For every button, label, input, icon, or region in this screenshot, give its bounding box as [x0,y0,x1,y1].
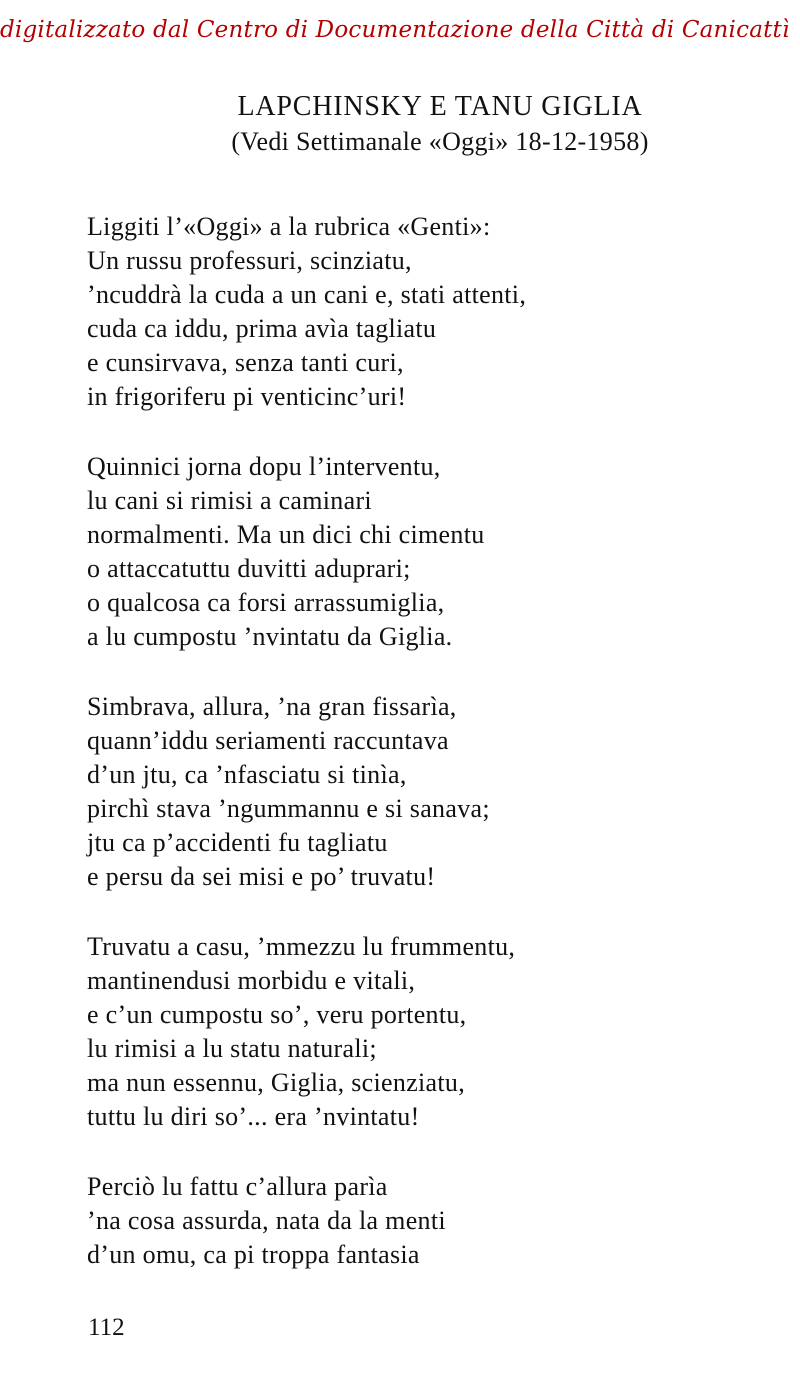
poem-line: tuttu lu diri so’... era ’nvintatu! [87,1102,420,1131]
poem-line: ’na cosa assurda, nata da la menti [87,1206,446,1235]
stanza [87,1170,767,1272]
poem-line: ’ncuddrà la cuda a un cani e, stati attenti, [87,280,527,309]
poem-line: quann’iddu seriamenti raccuntava [87,726,449,755]
poem-line: a lu cumpostu ’nvintatu da Giglia. [87,622,453,651]
poem-line: d’un jtu, ca ’nfasciatu si tinìa, [87,760,407,789]
stanza [87,930,767,1134]
poem-line: Un russu professuri, scinziatu, [87,246,412,275]
poem-line: Simbrava, allura, ’na gran fissarìa, [87,692,457,721]
stanza [87,690,767,894]
stanza [87,450,767,654]
poem-line: in frigoriferu pi venticinc’uri! [87,382,407,411]
watermark: digitalizzato dal Centro di Documentazione della Città di Canicattì [0,17,790,43]
title-block [140,90,740,160]
poem-line: pirchì stava ’ngummannu e si sanava; [87,794,490,823]
page-number: 112 [88,1314,125,1341]
stanza [87,210,767,414]
poem-line: e c’un cumpostu so’, veru portentu, [87,1000,467,1029]
poem-body [87,210,767,1308]
poem-line: lu cani si rimisi a caminari [87,486,372,515]
poem-line: d’un omu, ca pi troppa fantasia [87,1240,420,1269]
poem-line: Quinnici jorna dopu l’interventu, [87,452,441,481]
poem-line: Perciò lu fattu c’allura parìa [87,1172,388,1201]
poem-line: ma nun essennu, Giglia, scienziatu, [87,1068,466,1097]
poem-line: cuda ca iddu, prima avìa tagliatu [87,314,437,343]
poem-line: Liggiti l’«Oggi» a la rubrica «Genti»: [87,212,491,241]
poem-line: lu rimisi a lu statu naturali; [87,1034,377,1063]
poem-line: o attaccatuttu duvitti aduprari; [87,554,411,583]
poem-line: Truvatu a casu, ’mmezzu lu frummentu, [87,932,516,961]
poem-line: e cunsirvava, senza tanti curi, [87,348,404,377]
poem-line: jtu ca p’accidenti fu tagliatu [87,828,388,857]
page-subtitle: (Vedi Settimanale «Oggi» 18-12-1958) [231,127,649,156]
poem-line: mantinendusi morbidu e vitali, [87,966,416,995]
poem-line: normalmenti. Ma un dici chi cimentu [87,520,485,549]
poem-line: o qualcosa ca forsi arrassumiglia, [87,588,445,617]
page-title: LAPCHINSKY E TANU GIGLIA [237,91,643,122]
poem-line: e persu da sei misi e po’ truvatu! [87,862,436,891]
